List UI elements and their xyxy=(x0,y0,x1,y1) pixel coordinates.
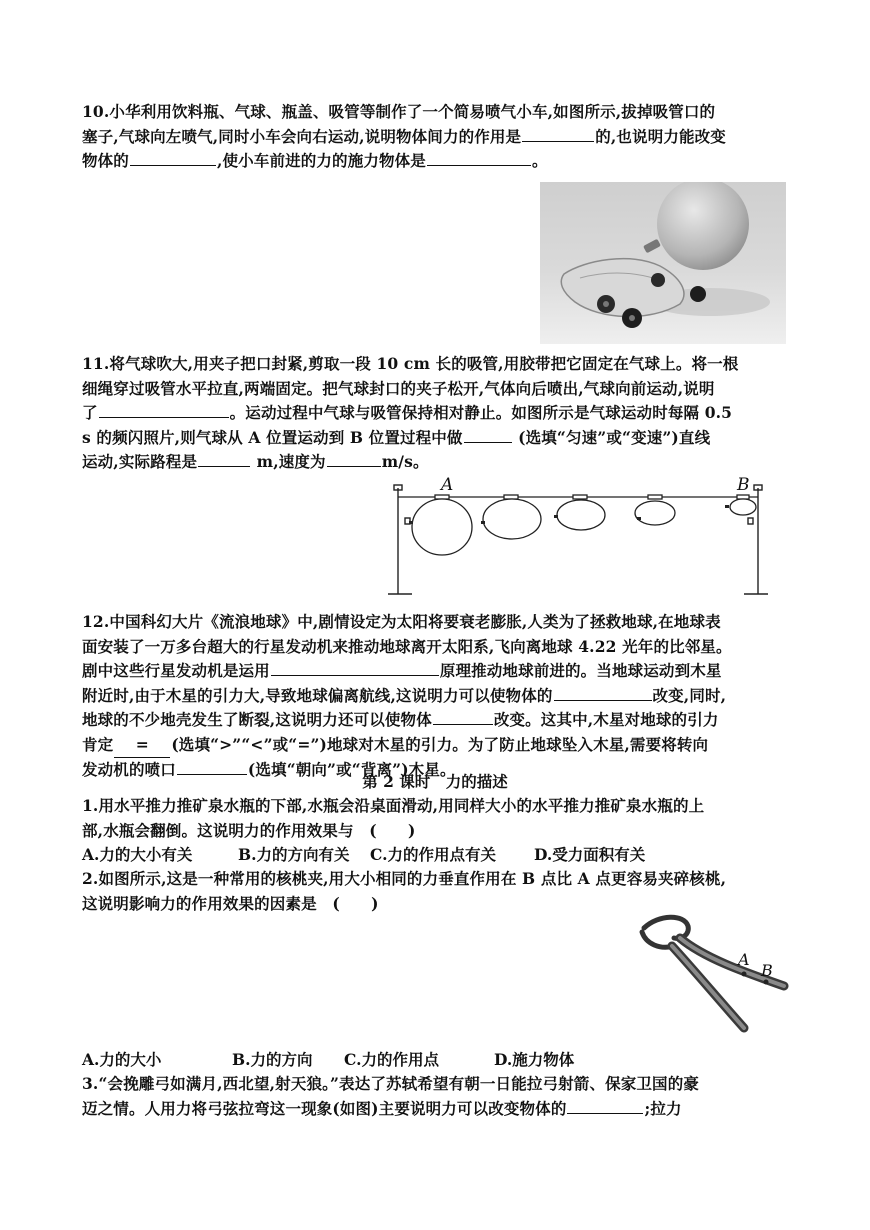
s3-text: 迈之情。人用力将弓弦拉弯这一现象(如图)主要说明力可以改变物体的 xyxy=(82,1098,567,1118)
s1-line-2: 部,水瓶会翻倒。这说明力的作用效果与 ( ) xyxy=(82,820,416,840)
s2-option-c[interactable]: C.力的作用点 xyxy=(344,1050,439,1069)
s2-line-2: 这说明影响力的作用效果的因素是 ( ) xyxy=(82,893,379,913)
q12-text: 肯定 xyxy=(82,734,114,754)
q12-line-2: 面安装了一万多台超大的行星发动机来推动地球离开太阳系,飞向离地球 4.22 光年的比邻星。 xyxy=(82,636,732,656)
balloon-icon xyxy=(657,182,749,270)
q12-line-4 xyxy=(82,684,788,709)
s2-option-b[interactable]: B.力的方向 xyxy=(232,1050,313,1069)
wheel-icon xyxy=(690,286,706,302)
jet-car-photo xyxy=(540,182,786,344)
s2-options xyxy=(82,1048,574,1070)
label-a: A xyxy=(441,475,454,495)
q12-blank-1[interactable] xyxy=(271,660,439,676)
balloon-position-1 xyxy=(412,499,472,555)
q12-text: (选填“>”“<”或“=”)地球对木星的引力。为了防止地球坠入木星,需要将转向 xyxy=(171,734,709,754)
q11-line-2: 细绳穿过吸管水平拉直,两端固定。把气球封口的夹子松开,气体向后喷出,气球向前运动,说明 xyxy=(82,378,715,398)
q11-text: m/s。 xyxy=(381,452,429,471)
q10-text: ,使小车前进的力的施力物体是 xyxy=(216,151,426,170)
q11-text: (选填“匀速”或“变速”)直线 xyxy=(518,427,711,447)
q12-line-1: 12.中国科幻大片《流浪地球》中,剧情设定为太阳将要衰老膨胀,人类为了拯救地球,在地球表 xyxy=(82,612,721,631)
question-10 xyxy=(82,100,788,174)
q12-text: 改变。这其中,木星对地球的引力 xyxy=(493,710,719,729)
q11-line-5 xyxy=(82,450,788,475)
q12-text: (选填“朝向”或“背离”)木星。 xyxy=(247,760,456,779)
q12-line-6 xyxy=(82,733,788,759)
q12-text: 附近时,由于木星的引力大,导致地球偏离航线,这说明力可以使物体的 xyxy=(82,685,553,705)
q12-text: 地球的不少地壳发生了断裂,这说明力还可以使物体 xyxy=(82,710,432,729)
s1-option-d[interactable]: D.受力面积有关 xyxy=(534,845,646,864)
q11-text: 了 xyxy=(82,403,98,422)
label-b: B xyxy=(761,961,773,980)
q12-text: 改变,同时, xyxy=(652,685,727,705)
s1-option-c[interactable]: C.力的作用点有关 xyxy=(370,845,496,864)
q10-text: 。 xyxy=(531,151,548,170)
balloon-strobe-figure xyxy=(382,474,782,604)
wheel-icon xyxy=(651,273,665,287)
q10-blank-2[interactable] xyxy=(130,150,216,166)
q12-blank-3[interactable] xyxy=(433,709,493,725)
s2-option-d[interactable]: D.施力物体 xyxy=(494,1050,575,1069)
s1-option-a[interactable]: A.力的大小有关 xyxy=(82,845,193,864)
q11-blank-1[interactable] xyxy=(99,402,229,418)
q10-text: 的,也说明力能改变 xyxy=(595,126,726,146)
q12-line-5 xyxy=(82,708,788,733)
label-b: B xyxy=(737,475,750,495)
q11-line-1: 11.将气球吹大,用夹子把口封紧,剪取一段 10 cm 长的吸管,用胶带把它固定在气球上。将一根 xyxy=(82,354,739,373)
label-a: A xyxy=(738,950,750,969)
question-11 xyxy=(82,352,788,475)
question-12 xyxy=(82,610,788,783)
q12-blank-4[interactable]: = xyxy=(114,733,170,759)
section-title: 第 2 课时 力的描述 xyxy=(362,772,508,791)
q11-line-4 xyxy=(82,426,788,451)
q11-blank-3[interactable] xyxy=(198,451,250,467)
q11-text: m,速度为 xyxy=(256,452,326,471)
s-question-1 xyxy=(82,794,788,843)
q11-line-3 xyxy=(82,401,788,426)
q12-text: 原理推动地球前进的。当地球运动到木星 xyxy=(439,661,722,680)
q10-blank-3[interactable] xyxy=(427,150,531,166)
balloon-position-5 xyxy=(730,499,756,515)
q10-blank-1[interactable] xyxy=(522,126,594,142)
q10-text: 物体的 xyxy=(82,151,129,170)
s1-options xyxy=(82,843,645,865)
q12-text: 剧中这些行星发动机是运用 xyxy=(82,661,270,680)
q12-text: 发动机的喷口 xyxy=(82,760,176,779)
q11-blank-2[interactable] xyxy=(464,427,512,443)
q11-text: s 的频闪照片,则气球从 A 位置运动到 B 位置过程中做 xyxy=(82,427,463,447)
s3-blank-1[interactable] xyxy=(567,1098,643,1114)
s3-text: ;拉力 xyxy=(644,1098,682,1118)
s3-line-1: 3.“会挽雕弓如满月,西北望,射天狼。”表达了苏轼希望有朝一日能拉弓射箭、保家卫国的豪 xyxy=(82,1074,700,1093)
s1-option-b[interactable]: B.力的方向有关 xyxy=(238,845,350,864)
q11-blank-4[interactable] xyxy=(327,451,381,467)
q11-text: 。运动过程中气球与吸管保持相对静止。如图所示是气球运动时每隔 0.5 xyxy=(229,403,733,422)
nutcracker-figure xyxy=(624,910,794,1045)
s3-line-2 xyxy=(82,1097,788,1122)
s2-line-1: 2.如图所示,这是一种常用的核桃夹,用大小相同的力垂直作用在 B 点比 A 点更容易夹碎核桃, xyxy=(82,869,727,888)
q10-line-2 xyxy=(82,125,788,150)
q11-text: 运动,实际路程是 xyxy=(82,452,198,471)
balloon-position-4 xyxy=(635,501,675,525)
s2-option-a[interactable]: A.力的大小 xyxy=(82,1050,162,1069)
q12-blank-2[interactable] xyxy=(554,685,652,701)
s1-line-1: 1.用水平推力推矿泉水瓶的下部,水瓶会沿桌面滑动,用同样大小的水平推力推矿泉水瓶的上 xyxy=(82,796,705,815)
balloon-position-3 xyxy=(557,500,605,530)
q10-line-3 xyxy=(82,149,788,174)
s-question-2 xyxy=(82,867,788,916)
q10-line-1: 10.小华利用饮料瓶、气球、瓶盖、吸管等制作了一个简易喷气小车,如图所示,拔掉吸管口的 xyxy=(82,102,716,121)
s-question-3 xyxy=(82,1072,788,1121)
q12-line-3 xyxy=(82,659,788,684)
balloon-position-2 xyxy=(483,499,541,539)
q10-text: 塞子,气球向左喷气,同时小车会向右运动,说明物体间力的作用是 xyxy=(82,126,522,146)
